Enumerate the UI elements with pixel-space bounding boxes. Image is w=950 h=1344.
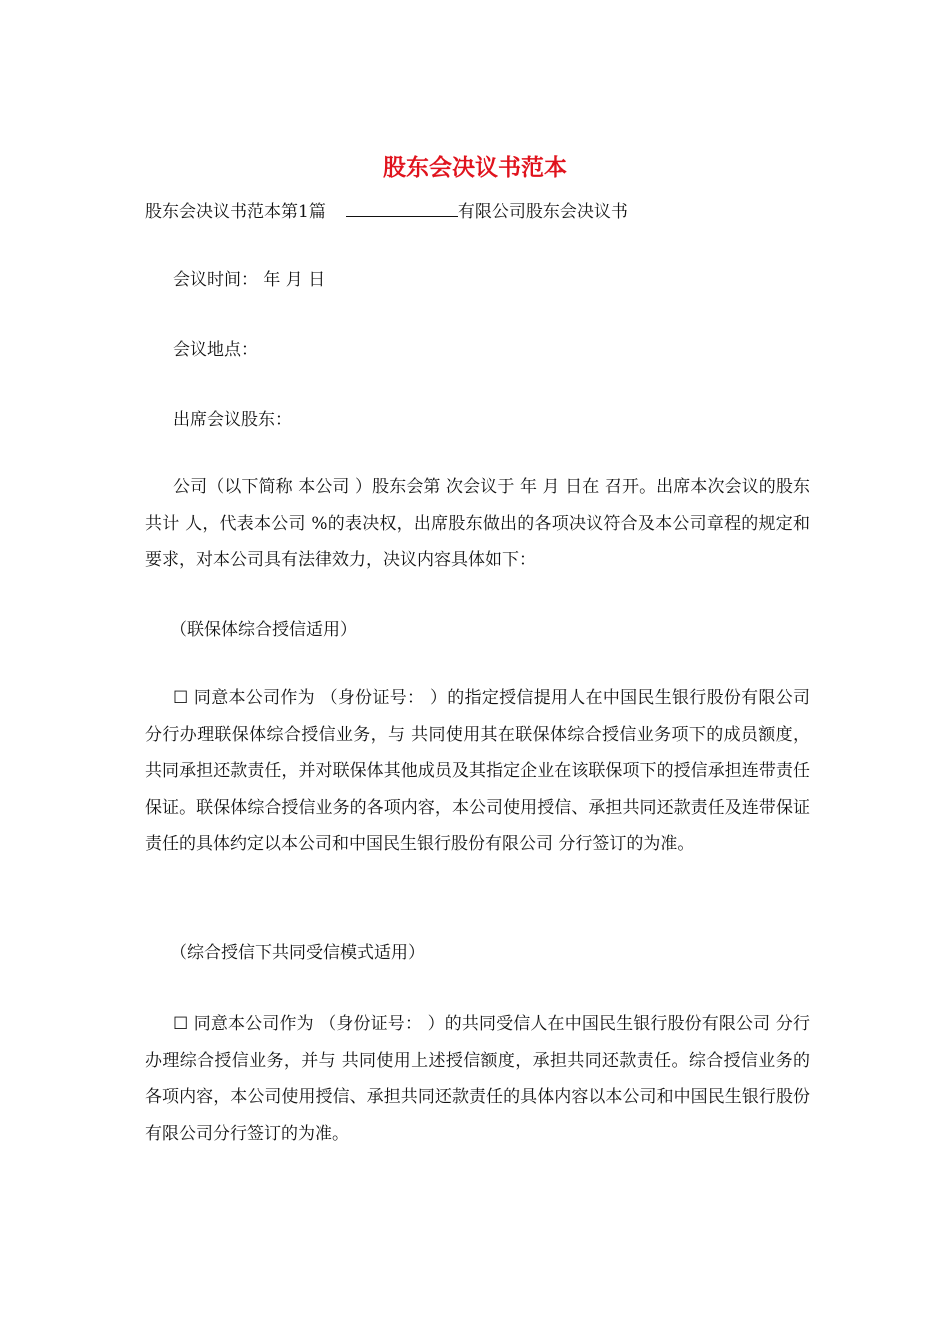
company-name-blank [346,199,458,217]
document-title: 股东会决议书范本 [383,154,567,181]
document-subtitle [145,199,825,225]
intro-paragraph: 公司（以下简称 本公司 ）股东会第 次会议于 年 月 日在 召开。出席本次会议的股东共计 人，代表本公司 %的表决权，出席股东做出的各项决议符合及本公司章程的规定和要求，对本公司具有法律效力，决议内容具体如下： [145,477,810,570]
subtitle-suffix: 有限公司股东会决议书 [457,202,628,222]
attending-shareholders: 出席会议股东： [173,410,292,430]
clause-joint-credit: ☐ 同意本公司作为 （身份证号： ）的共同受信人在中国民生银行股份有限公司 分行办理综合授信业务，并与 共同使用上述授信额度，承担共同还款责任。综合授信业务的各项内容，本公司使用授信、承担共同还款责任的具体内容以本公司和中国民生银行股份有限公司分行签订的为准。 [145,1014,810,1144]
meeting-time: 会议时间： 年 月 日 [173,270,326,290]
clause-joint-guarantee: ☐ 同意本公司作为 （身份证号： ）的指定授信提用人在中国民生银行股份有限公司 分行办理联保体综合授信业务，与 共同使用其在联保体综合授信业务项下的成员额度，共同承担还款责任，并对联保体其他成员及其指定企业在该联保项下的授信承担连带责任保证。联保体综合授信业务的各项内容，本公司使用授信、承担共同还款责任及连带保证责任的具体约定以本公司和中国民生银行股份有限公司 分行签订的为准。 [145,688,810,854]
meeting-place: 会议地点： [173,340,258,360]
note-joint-guarantee: （联保体综合授信适用） [170,620,357,640]
note-joint-credit: （综合授信下共同受信模式适用） [170,943,425,963]
subtitle-prefix: 股东会决议书范本第1篇 [145,202,326,222]
